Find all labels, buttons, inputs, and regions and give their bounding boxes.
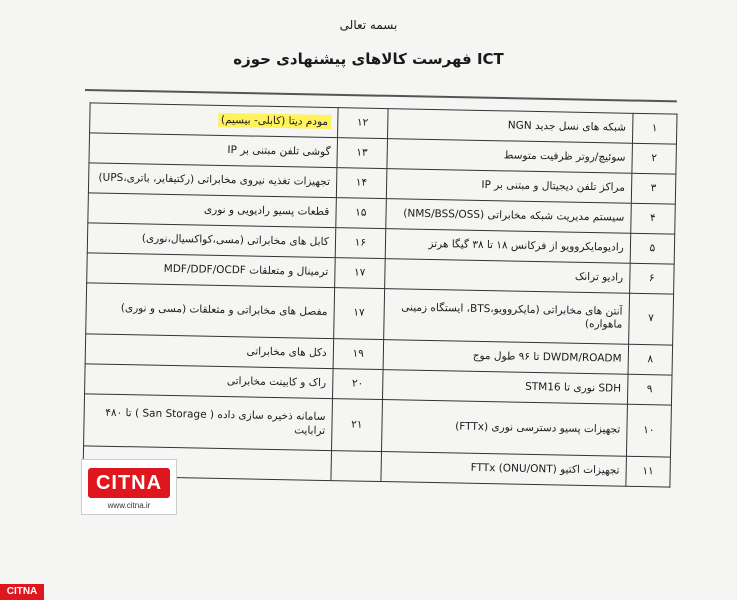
row-number-cell-text: ۵ — [649, 241, 656, 254]
item-cell — [383, 288, 629, 344]
row-number-cell — [626, 405, 671, 457]
item-cell-text: مودم دیتا (کابلی- بیسیم) — [218, 113, 331, 129]
citna-logo-url: www.citna.ir — [107, 501, 151, 510]
row-number-cell — [628, 345, 673, 376]
row-number-cell — [336, 197, 387, 228]
row-number-cell-text: ۱ — [651, 122, 658, 135]
row-number-cell-text: ۳ — [650, 181, 657, 195]
item-cell — [85, 334, 333, 369]
row-number-cell — [333, 339, 384, 370]
item-cell — [383, 340, 629, 375]
item-cell-text: مفصل های مخابراتی و متعلقات (مسی و نوری) — [120, 302, 328, 319]
item-cell — [387, 109, 633, 144]
item-cell — [84, 394, 333, 450]
item-cell — [88, 163, 336, 198]
item-cell-text: راک و کابینت مخابراتی — [226, 375, 327, 390]
item-cell-text: دکل های مخابراتی — [246, 345, 327, 360]
item-cell — [87, 253, 335, 288]
row-number-cell — [632, 113, 677, 144]
row-number-cell-text: ۱۷ — [353, 306, 365, 320]
item-cell-text: کابل های مخابراتی (مسی،کواکسیال،نوری) — [141, 232, 329, 248]
row-number-cell — [333, 287, 384, 340]
row-number-cell — [626, 456, 671, 487]
row-number-cell — [632, 143, 677, 174]
item-cell — [386, 169, 632, 204]
item-cell-text: DWDM/ROADM تا ۹۶ طول موج — [472, 350, 622, 365]
basmala-heading: بسمه تعالی — [339, 18, 398, 32]
row-number-cell-text: ۱۴ — [355, 176, 368, 189]
item-cell — [386, 198, 632, 233]
item-cell-text: قطعات پسیو رادیویی و نوری — [203, 203, 330, 218]
item-cell — [88, 193, 336, 228]
item-cell-text: ترمینال و متعلقات MDF/DDF/OCDF — [163, 262, 329, 278]
item-cell — [89, 133, 337, 168]
row-number-cell-text: ۲۱ — [351, 418, 363, 431]
row-number-cell — [631, 203, 676, 234]
item-cell-text: سامانه ذخیره سازی داده ( San Storage ) تا ۴۸۰ ترابایت — [105, 407, 326, 437]
item-cell — [381, 400, 627, 456]
citna-logo-mark: CITNA — [88, 468, 170, 498]
item-cell-text: تجهیزات پسیو دسترسی نوری (FTTx) — [455, 420, 621, 436]
item-cell-text: SDH نوری تا STM16 — [525, 381, 622, 395]
item-cell-text: مراکز تلفن دیجیتال و مبتنی بر IP — [481, 178, 626, 194]
row-number-cell-text: ۱۰ — [643, 424, 655, 437]
row-number-cell — [331, 451, 382, 482]
item-cell — [382, 370, 628, 405]
row-number-cell-text: ۲۰ — [351, 377, 364, 390]
ict-items-table — [82, 102, 677, 487]
row-number-cell-text: ۱۵ — [355, 206, 367, 219]
row-number-cell-text: ۱۲ — [356, 116, 369, 129]
row-number-cell — [627, 375, 672, 406]
row-number-cell — [337, 138, 388, 169]
item-cell — [85, 364, 333, 399]
row-number-cell-text: ۱۱ — [642, 464, 654, 478]
row-number-cell — [628, 293, 673, 345]
row-number-cell-text: ۹ — [646, 383, 653, 396]
item-cell — [87, 223, 335, 258]
row-number-cell — [631, 173, 676, 204]
item-cell — [86, 283, 335, 339]
citna-logo — [81, 459, 177, 515]
item-cell-text: سوئیچ/روتر ظرفیت متوسط — [503, 149, 626, 164]
row-number-cell-text: ۲ — [651, 152, 658, 165]
item-cell-text: رادیومایکروویو از فرکانس ۱۸ تا ۳۸ گیگا هرتز — [428, 237, 624, 254]
row-number-cell-text: ۷ — [648, 312, 654, 325]
row-number-cell — [334, 257, 385, 288]
citna-corner-logo: CITNA — [0, 584, 44, 600]
row-number-cell — [335, 227, 386, 258]
document-title: فهرست کالاهای پیشنهادی حوزه ICT — [233, 50, 504, 68]
row-number-cell-text: ۱۳ — [356, 146, 368, 159]
row-number-cell — [337, 108, 388, 139]
item-cell-text: تجهیزات اکتیو FTTx (ONU/ONT) — [470, 461, 620, 477]
row-number-cell — [629, 263, 674, 294]
row-number-cell-text: ۱۷ — [353, 266, 366, 279]
item-cell — [385, 228, 631, 263]
row-number-cell — [331, 399, 382, 452]
row-number-cell — [336, 168, 387, 199]
item-cell — [384, 258, 630, 293]
item-cell-text: گوشی تلفن مبتنی بر IP — [227, 143, 331, 158]
row-number-cell-text: ۴ — [649, 211, 656, 225]
item-cell-text: تجهیزات تغذیه نیروی مخابراتی (رکتیفایر، باتری،UPS) — [98, 171, 331, 188]
row-number-cell-text: ۶ — [648, 271, 655, 284]
item-cell — [90, 103, 338, 138]
item-cell — [381, 451, 627, 486]
row-number-cell — [630, 233, 675, 264]
header-rule — [85, 89, 677, 102]
item-cell-text: شبکه های نسل جدید NGN — [507, 119, 627, 134]
item-cell — [387, 139, 633, 174]
row-number-cell-text: ۱۶ — [354, 236, 367, 249]
row-number-cell-text: ۸ — [647, 353, 654, 366]
row-number-cell — [332, 369, 383, 400]
item-cell-text: سیستم مدیریت شبکه مخابراتی (NMS/BSS/OSS) — [403, 207, 625, 224]
row-number-cell-text: ۱۹ — [352, 347, 364, 360]
item-cell-text: رادیو ترانک — [574, 270, 624, 284]
item-cell-text: آنتن های مخابراتی (مایکروویو،BTS، ایستگاه زمینی ماهواره) — [401, 301, 623, 331]
